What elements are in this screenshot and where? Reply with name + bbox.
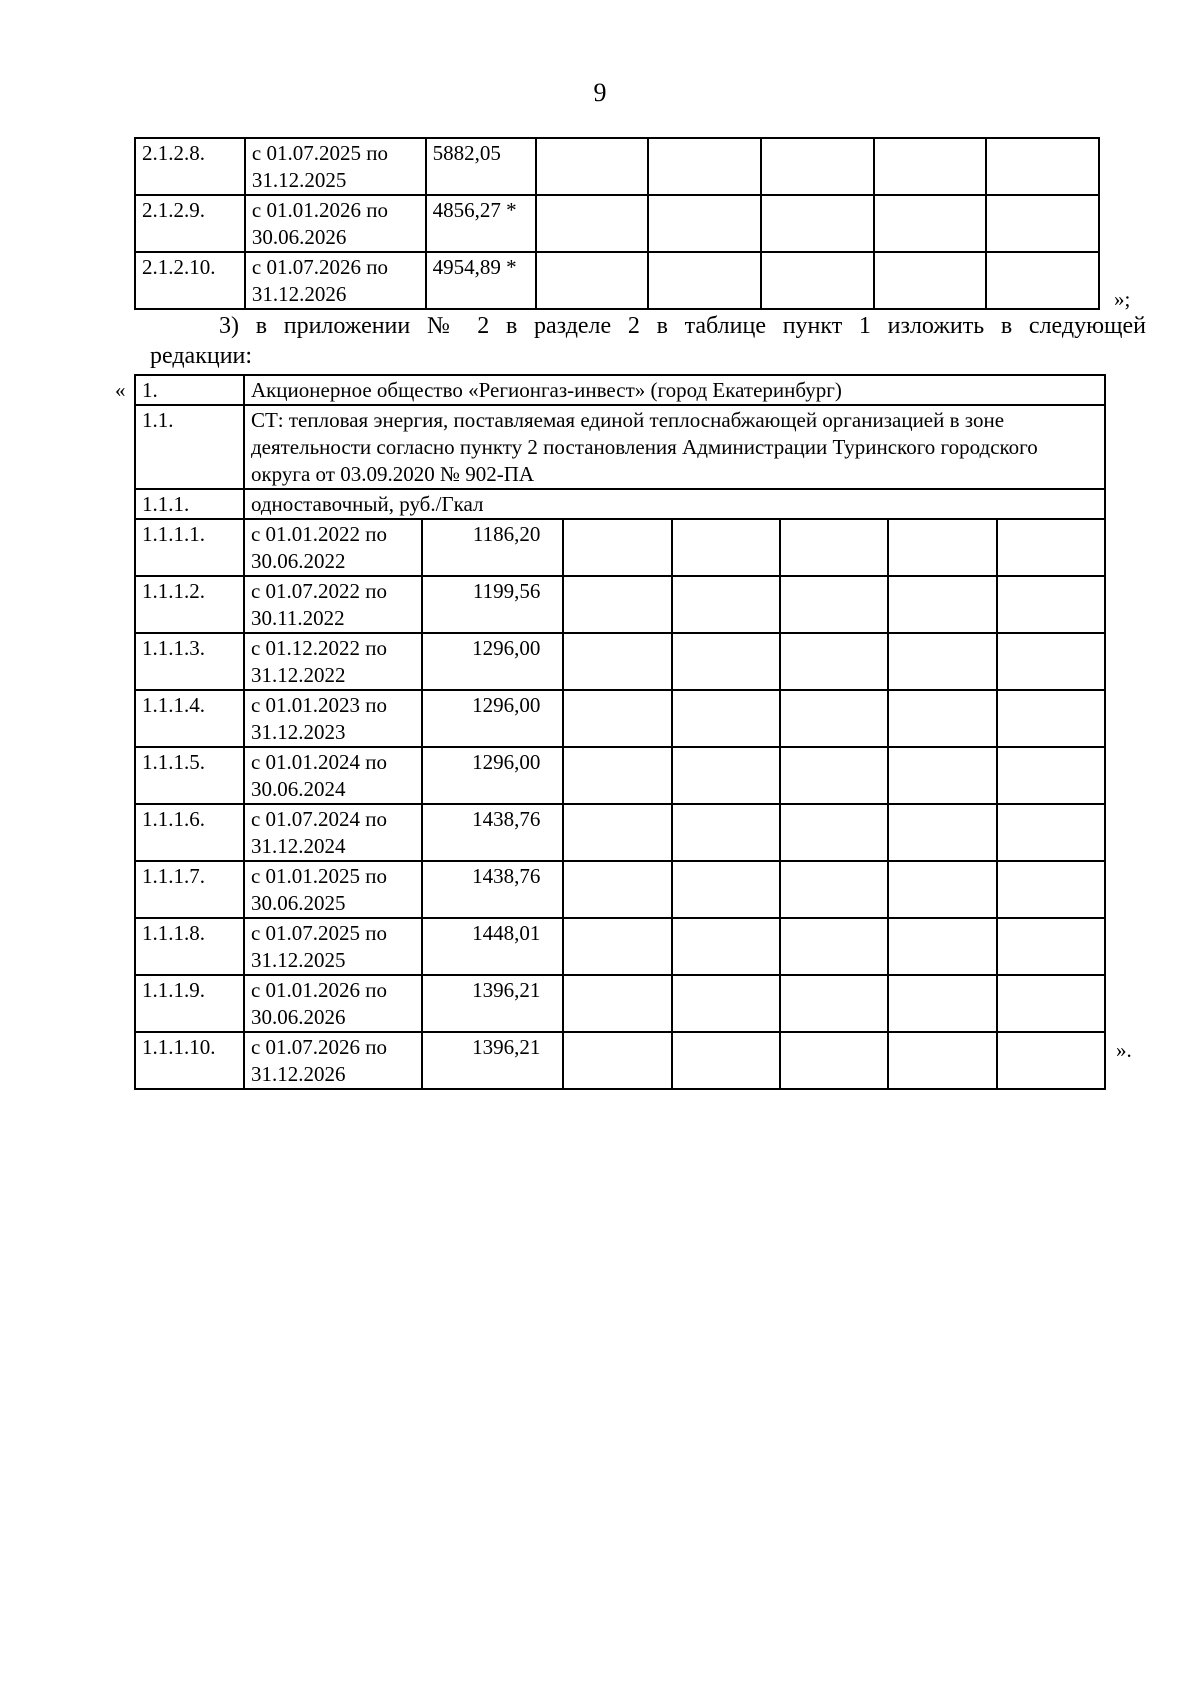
row-code: 2.1.2.8. <box>135 138 245 195</box>
row-value: 4856,27 * <box>426 195 536 252</box>
empty-cell <box>536 252 649 309</box>
period-start: с 01.07.2024 по <box>250 807 387 831</box>
row-period <box>244 804 422 861</box>
empty-cell <box>997 804 1105 861</box>
row-value: 1199,56 <box>422 576 564 633</box>
row-period <box>245 252 426 309</box>
empty-cell <box>997 690 1105 747</box>
period-end: 30.06.2024 <box>250 777 346 801</box>
table-row <box>135 519 1105 576</box>
empty-cell <box>536 138 649 195</box>
empty-cell <box>672 861 780 918</box>
paragraph-line-2: редакции: <box>150 343 253 369</box>
row-period <box>244 747 422 804</box>
row-value: 1396,21 <box>422 975 564 1032</box>
row-period <box>245 195 426 252</box>
table-row <box>135 576 1105 633</box>
table-row <box>135 138 1099 195</box>
paragraph-line-1: 3) в приложении № 2 в разделе 2 в таблице пункт 1 изложить в следующей <box>219 313 1146 339</box>
empty-cell <box>997 1032 1105 1089</box>
org-code: 1. <box>135 375 244 405</box>
org-name: Акционерное общество «Регионгаз-инвест» (город Екатеринбург) <box>244 375 1105 405</box>
empty-cell <box>780 861 888 918</box>
row-value: 1438,76 <box>422 861 564 918</box>
period-start: с 01.01.2026 по <box>250 978 387 1002</box>
row-value: 1448,01 <box>422 918 564 975</box>
empty-cell <box>780 633 888 690</box>
empty-cell <box>780 1032 888 1089</box>
period-end: 30.11.2022 <box>250 606 345 630</box>
period-start: с 01.07.2025 по <box>251 141 388 165</box>
table-row <box>135 633 1105 690</box>
table-row <box>135 804 1105 861</box>
period-end: 30.06.2025 <box>250 891 346 915</box>
empty-cell <box>672 633 780 690</box>
empty-cell <box>672 975 780 1032</box>
empty-cell <box>761 138 874 195</box>
empty-cell <box>780 747 888 804</box>
period-end: 31.12.2026 <box>250 1062 346 1086</box>
page-number: 9 <box>593 78 607 107</box>
empty-cell <box>780 975 888 1032</box>
row-code: 1.1.1.7. <box>135 861 244 918</box>
empty-cell <box>780 519 888 576</box>
empty-cell <box>874 138 987 195</box>
row-value: 5882,05 <box>426 138 536 195</box>
empty-cell <box>672 690 780 747</box>
empty-cell <box>563 633 671 690</box>
empty-cell <box>563 747 671 804</box>
tariff-table-continued <box>134 137 1100 310</box>
empty-cell <box>672 1032 780 1089</box>
row-period <box>245 138 426 195</box>
empty-cell <box>780 690 888 747</box>
empty-cell <box>672 519 780 576</box>
tariff-table-main <box>134 374 1106 1090</box>
row-code: 2.1.2.9. <box>135 195 245 252</box>
empty-cell <box>761 195 874 252</box>
period-start: с 01.01.2024 по <box>250 750 387 774</box>
empty-cell <box>672 918 780 975</box>
empty-cell <box>888 1032 996 1089</box>
row-period <box>244 975 422 1032</box>
empty-cell <box>997 519 1105 576</box>
period-start: с 01.07.2025 по <box>250 921 387 945</box>
row-value: 1438,76 <box>422 804 564 861</box>
period-end: 31.12.2025 <box>250 948 346 972</box>
empty-cell <box>672 747 780 804</box>
empty-cell <box>888 747 996 804</box>
period-end: 30.06.2022 <box>250 549 346 573</box>
period-start: с 01.07.2022 по <box>250 579 387 603</box>
empty-cell <box>672 576 780 633</box>
empty-cell <box>536 195 649 252</box>
row-code: 1.1.1.4. <box>135 690 244 747</box>
table-row <box>135 690 1105 747</box>
empty-cell <box>888 861 996 918</box>
row-code: 1.1.1.3. <box>135 633 244 690</box>
period-start: с 01.12.2022 по <box>250 636 387 660</box>
amendment-paragraph <box>150 311 1146 371</box>
empty-cell <box>874 252 987 309</box>
row-value: 1296,00 <box>422 690 564 747</box>
empty-cell <box>563 1032 671 1089</box>
ct-description: СТ: тепловая энергия, поставляемая единой теплоснабжающей организацией в зоне деятельности согласно пункту 2 постановления Администрации Туринского городского округа от 03.09.2020 № 902-ПА <box>244 405 1105 489</box>
row-value: 1296,00 <box>422 633 564 690</box>
row-period <box>244 861 422 918</box>
row-period <box>244 918 422 975</box>
row-period <box>244 1032 422 1089</box>
row-period <box>244 633 422 690</box>
rate-code: 1.1.1. <box>135 489 244 519</box>
empty-cell <box>997 861 1105 918</box>
row-code: 1.1.1.9. <box>135 975 244 1032</box>
empty-cell <box>780 576 888 633</box>
rate-label: одноставочный, руб./Гкал <box>244 489 1105 519</box>
ct-code: 1.1. <box>135 405 244 489</box>
period-end: 30.06.2026 <box>251 225 347 249</box>
table-row <box>135 861 1105 918</box>
row-code: 1.1.1.1. <box>135 519 244 576</box>
period-start: с 01.01.2022 по <box>250 522 387 546</box>
row-code: 1.1.1.6. <box>135 804 244 861</box>
empty-cell <box>563 519 671 576</box>
table-row <box>135 975 1105 1032</box>
period-end: 31.12.2023 <box>250 720 346 744</box>
empty-cell <box>888 975 996 1032</box>
table-row <box>135 252 1099 309</box>
row-value: 1186,20 <box>422 519 564 576</box>
empty-cell <box>986 138 1099 195</box>
empty-cell <box>780 918 888 975</box>
row-period <box>244 519 422 576</box>
empty-cell <box>986 252 1099 309</box>
row-value: 1396,21 <box>422 1032 564 1089</box>
row-code: 1.1.1.5. <box>135 747 244 804</box>
period-end: 31.12.2026 <box>251 282 347 306</box>
row-period <box>244 690 422 747</box>
table-row <box>135 1032 1105 1089</box>
empty-cell <box>997 747 1105 804</box>
empty-cell <box>648 138 761 195</box>
empty-cell <box>888 576 996 633</box>
empty-cell <box>888 804 996 861</box>
period-end: 31.12.2022 <box>250 663 346 687</box>
empty-cell <box>888 519 996 576</box>
empty-cell <box>648 195 761 252</box>
empty-cell <box>563 861 671 918</box>
period-start: с 01.01.2026 по <box>251 198 388 222</box>
empty-cell <box>997 975 1105 1032</box>
empty-cell <box>997 576 1105 633</box>
empty-cell <box>563 576 671 633</box>
table-row <box>135 195 1099 252</box>
closing-quote-main: ». <box>1116 1038 1132 1062</box>
period-end: 30.06.2026 <box>250 1005 346 1029</box>
row-code: 1.1.1.8. <box>135 918 244 975</box>
period-start: с 01.07.2026 по <box>251 255 388 279</box>
row-code: 1.1.1.10. <box>135 1032 244 1089</box>
empty-cell <box>761 252 874 309</box>
empty-cell <box>986 195 1099 252</box>
row-value: 4954,89 * <box>426 252 536 309</box>
empty-cell <box>997 633 1105 690</box>
period-start: с 01.01.2023 по <box>250 693 387 717</box>
period-start: с 01.01.2025 по <box>250 864 387 888</box>
empty-cell <box>888 633 996 690</box>
row-code: 2.1.2.10. <box>135 252 245 309</box>
period-end: 31.12.2025 <box>251 168 347 192</box>
row-period <box>244 576 422 633</box>
row-value: 1296,00 <box>422 747 564 804</box>
empty-cell <box>672 804 780 861</box>
empty-cell <box>563 690 671 747</box>
table-row <box>135 918 1105 975</box>
empty-cell <box>997 918 1105 975</box>
closing-quote-top: »; <box>1114 287 1131 311</box>
empty-cell <box>563 804 671 861</box>
empty-cell <box>563 918 671 975</box>
row-code: 1.1.1.2. <box>135 576 244 633</box>
empty-cell <box>888 918 996 975</box>
empty-cell <box>874 195 987 252</box>
empty-cell <box>563 975 671 1032</box>
empty-cell <box>888 690 996 747</box>
period-end: 31.12.2024 <box>250 834 346 858</box>
empty-cell <box>780 804 888 861</box>
empty-cell <box>648 252 761 309</box>
period-start: с 01.07.2026 по <box>250 1035 387 1059</box>
opening-quote-main: « <box>115 378 126 402</box>
table-row <box>135 747 1105 804</box>
